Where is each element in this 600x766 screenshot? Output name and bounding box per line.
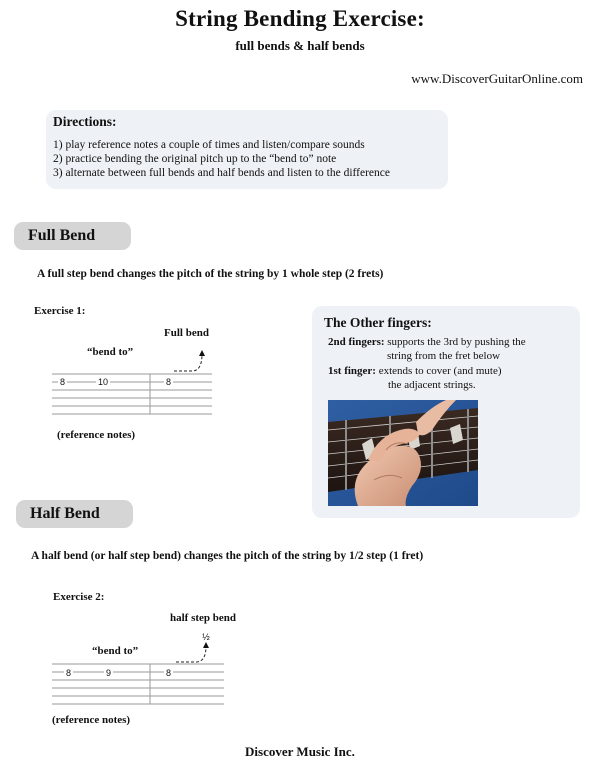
second-fingers-label: 2nd fingers: (328, 336, 385, 348)
full-bend-heading: Full Bend (14, 222, 131, 250)
second-fingers-text-1: supports the 3rd by pushing the (387, 336, 526, 348)
guitar-fretting-hand-image (328, 400, 478, 506)
half-bend-description: A half bend (or half step bend) changes the pitch of the string by 1/2 step (1 fret) (31, 550, 424, 562)
reference-notes-label-2: (reference notes) (52, 714, 131, 726)
second-fingers-line-1 (328, 336, 526, 348)
bend-to-label-2: “bend to” (92, 645, 139, 657)
website-url[interactable]: www.DiscoverGuitarOnline.com (411, 71, 583, 86)
tab-staff-exercise-2 (52, 630, 227, 712)
tab-note-1-2: 10 (97, 377, 109, 387)
tab-note-2-1: 8 (65, 668, 72, 678)
page-subtitle: full bends & half bends (235, 38, 365, 53)
half-bend-amount: ½ (202, 632, 210, 642)
half-bend-curve-icon (176, 646, 206, 662)
first-finger-line-1 (328, 365, 502, 377)
tab-note-1-1: 8 (59, 377, 66, 387)
bend-to-label-1: “bend to” (87, 346, 134, 358)
exercise-2-label: Exercise 2: (53, 591, 105, 603)
first-finger-text-2: the adjacent strings. (388, 379, 476, 391)
reference-notes-label-1: (reference notes) (57, 429, 136, 441)
tab-staff-exercise-1 (52, 350, 217, 420)
tab-note-2-3: 8 (165, 668, 172, 678)
direction-item-2: 2) practice bending the original pitch up to the “bend to” note (53, 153, 337, 165)
bend-arrow-icon (199, 350, 205, 356)
second-fingers-text-2: string from the fret below (387, 350, 501, 362)
other-fingers-title: The Other fingers: (324, 315, 432, 330)
half-step-bend-label: half step bend (170, 612, 237, 624)
exercise-1-label: Exercise 1: (34, 305, 86, 317)
half-bend-heading: Half Bend (16, 500, 133, 528)
full-bend-description: A full step bend changes the pitch of the string by 1 whole step (2 frets) (37, 268, 384, 280)
direction-item-3: 3) alternate between full bends and half bends and listen to the difference (53, 167, 390, 179)
first-finger-text-1: extends to cover (and mute) (378, 365, 502, 377)
bend-curve-icon (174, 354, 202, 371)
page-title: String Bending Exercise: (175, 6, 425, 31)
tab-note-1-3: 8 (165, 377, 172, 387)
footer-company: Discover Music Inc. (245, 744, 355, 759)
directions-title: Directions: (53, 114, 117, 129)
half-bend-arrow-icon (203, 642, 209, 648)
direction-item-1: 1) play reference notes a couple of times and listen/compare sounds (53, 139, 365, 151)
tab-note-2-2: 9 (105, 668, 112, 678)
full-bend-label: Full bend (164, 327, 209, 339)
first-finger-label: 1st finger: (328, 365, 376, 377)
